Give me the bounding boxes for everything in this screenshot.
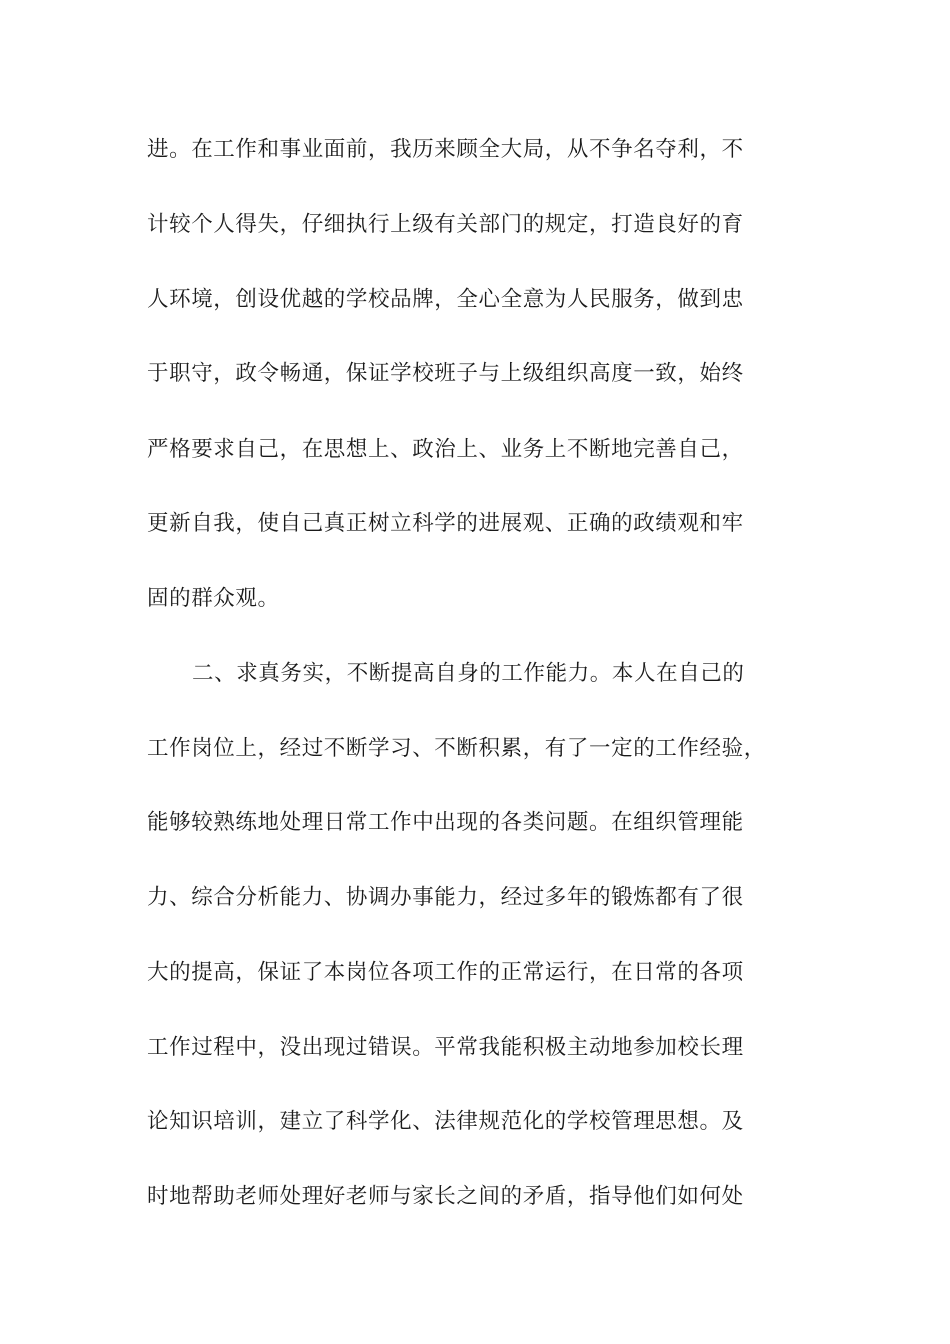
paragraph-line: 能够较熟练地处理日常工作中出现的各类问题。在组织管理能 (147, 810, 744, 835)
paragraph-line: 人环境，创设优越的学校品牌，全心全意为人民服务，做到忠 (147, 287, 744, 312)
paragraph-line: 进。在工作和事业面前，我历来顾全大局，从不争名夺利，不 (147, 137, 744, 162)
paragraph-line: 更新自我，使自己真正树立科学的进展观、正确的政绩观和牢 (147, 511, 744, 536)
paragraph-line: 固的群众观。 (147, 586, 280, 611)
paragraph-line: 力、综合分析能力、协调办事能力，经过多年的锻炼都有了很 (147, 885, 744, 910)
paragraph-line: 大的提高，保证了本岗位各项工作的正常运行，在日常的各项 (147, 960, 744, 985)
paragraph-line: 于职守，政令畅通，保证学校班子与上级组织高度一致，始终 (147, 361, 744, 386)
paragraph-line: 工作过程中，没出现过错误。平常我能积极主动地参加校长理 (147, 1035, 744, 1060)
paragraph-line: 时地帮助老师处理好老师与家长之间的矛盾，指导他们如何处 (147, 1184, 744, 1209)
paragraph-line: 计较个人得失，仔细执行上级有关部门的规定，打造良好的育 (147, 212, 744, 237)
paragraph-line: 工作岗位上，经过不断学习、不断积累，有了一定的工作经验， (147, 736, 766, 761)
paragraph-line: 严格要求自己，在思想上、政治上、业务上不断地完善自己， (147, 437, 744, 462)
paragraph-line: 二、求真务实，不断提高自身的工作能力。本人在自己的 (192, 661, 745, 686)
paragraph-line: 论知识培训，建立了科学化、法律规范化的学校管理思想。及 (147, 1109, 744, 1134)
